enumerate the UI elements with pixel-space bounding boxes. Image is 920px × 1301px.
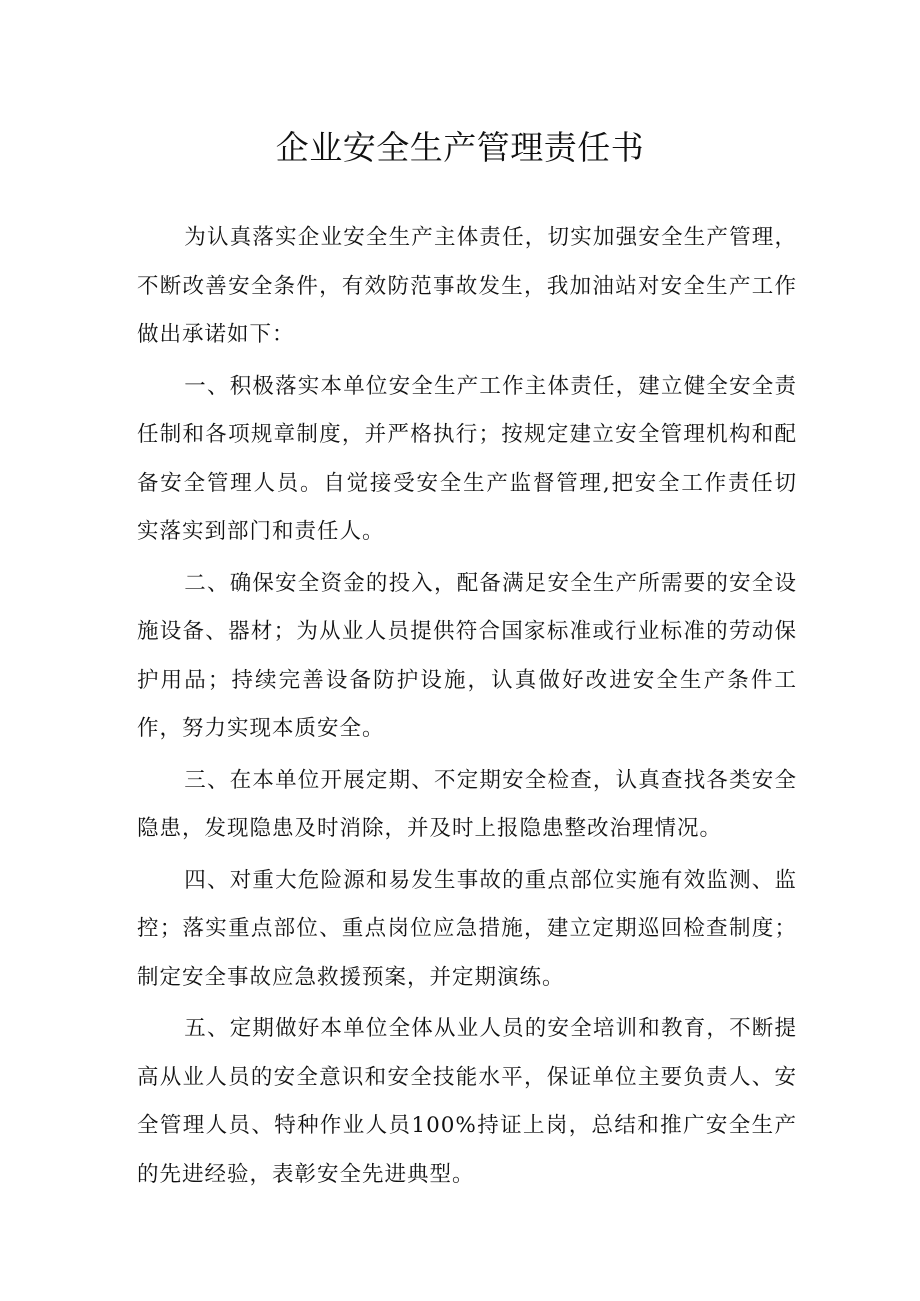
paragraph-clause-5: 五、定期做好本单位全体从业人员的安全培训和教育，不断提高从业人员的安全意识和安全技能水平，保证单位主要负责人、安全管理人员、特种作业人员100%持证上岗，总结和推广安全生产的先进经验，表彰安全先进典型。 [137, 1016, 797, 1187]
paragraph-clause-3: 三、在本单位开展定期、不定期安全检查，认真查找各类安全隐患，发现隐患及时消除，并及时上报隐患整改治理情况。 [137, 767, 797, 841]
paragraph-clause-2: 二、确保安全资金的投入，配备满足安全生产所需要的安全设施设备、器材；为从业人员提供符合国家标准或行业标准的劳动保护用品；持续完善设备防护设施，认真做好改进安全生产条件工作，努力实现本质安全。 [137, 570, 797, 741]
document-body [137, 214, 797, 1202]
paragraph-intro: 为认真落实企业安全生产主体责任，切实加强安全生产管理，不断改善安全条件，有效防范事故发生，我加油站对安全生产工作做出承诺如下： [137, 225, 797, 347]
paragraph-clause-4: 四、对重大危险源和易发生事故的重点部位实施有效监测、监控；落实重点部位、重点岗位应急措施，建立定期巡回检查制度；制定安全事故应急救援预案，并定期演练。 [137, 867, 797, 990]
document-title: 企业安全生产管理责任书 [275, 128, 645, 167]
paragraph-clause-1: 一、积极落实本单位安全生产工作主体责任，建立健全安全责任制和各项规章制度，并严格执行；按规定建立安全管理机构和配备安全管理人员。自觉接受安全生产监督管理,把安全工作责任切实落实到部门和责任人。 [137, 373, 797, 544]
